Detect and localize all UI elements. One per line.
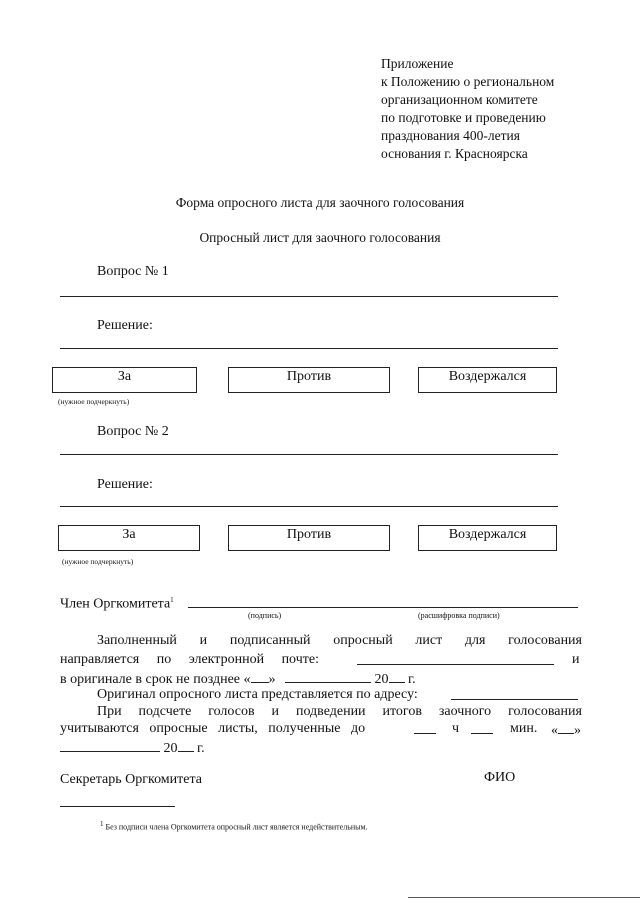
deadline-year: 20 <box>374 672 389 687</box>
word: и <box>199 633 208 648</box>
p1-line2-end: и <box>572 652 580 667</box>
footnote <box>100 820 368 832</box>
appendix-line: Приложение <box>381 56 454 71</box>
member-label-text: Член Оргкомитета <box>60 596 171 612</box>
receipt-day-field[interactable] <box>558 721 574 734</box>
word: подписанный <box>229 633 311 648</box>
p2-text: Оригинал опросного листа представляется по адресу: <box>97 687 418 702</box>
decision-2-label: Решение: <box>97 477 153 492</box>
word: итогов <box>382 704 422 719</box>
appendix-block <box>381 55 621 163</box>
word: голосования <box>508 704 582 719</box>
word: подсчете <box>138 704 192 719</box>
receipt-year-suffix: г. <box>197 741 205 756</box>
hours-unit: ч <box>452 721 460 736</box>
q1-option-for[interactable]: За <box>52 367 197 393</box>
sheet-title: Опросный лист для заочного голосования <box>199 230 441 245</box>
decision-2-line[interactable] <box>60 506 558 507</box>
quote-close: » <box>574 723 581 738</box>
footnote-text: Без подписи члена Оргкомитета опросный лист является недействительным. <box>105 822 368 832</box>
q1-hint: (нужное подчеркнуть) <box>58 397 130 406</box>
member-footnote-ref: 1 <box>170 596 174 604</box>
q1-option-abstain[interactable]: Воздержался <box>418 367 557 393</box>
word: заочного <box>438 704 492 719</box>
appendix-line: по подготовке и проведению <box>381 110 546 125</box>
word: опросный <box>333 633 393 648</box>
minutes-unit: мин. <box>510 721 538 736</box>
form-title: Форма опросного листа для заочного голосования <box>175 195 465 210</box>
deadline-year-suffix: г. <box>408 672 416 687</box>
secretary-label: Секретарь Оргкомитета <box>60 772 202 787</box>
sign-caption: (подпись) <box>248 611 282 620</box>
footnote-separator <box>60 806 175 807</box>
appendix-line: к Положению о региональном <box>381 74 555 89</box>
receipt-year-field[interactable] <box>178 739 194 752</box>
deadline-month-field[interactable] <box>285 670 371 683</box>
q1-option-against[interactable]: Против <box>228 367 390 393</box>
scan-edge-line <box>408 897 640 898</box>
secretary-fio: ФИО <box>484 770 516 785</box>
question-2-line[interactable] <box>60 454 558 455</box>
appendix-line: основания г. Красноярска <box>381 146 528 161</box>
receipt-year: 20 <box>163 741 178 756</box>
address-field[interactable] <box>451 699 578 700</box>
q2-hint: (нужное подчеркнуть) <box>62 557 134 566</box>
word: для <box>464 633 486 648</box>
p3-line1 <box>97 704 582 720</box>
p3-line2-start: учитываются опросные листы, полученные до <box>60 721 366 736</box>
hours-field[interactable] <box>414 733 436 734</box>
decision-1-line[interactable] <box>60 348 558 349</box>
appendix-line: организационном комитете <box>381 92 538 107</box>
decision-1-label: Решение: <box>97 318 153 333</box>
q2-option-for[interactable]: За <box>58 525 200 551</box>
deadline-day-field[interactable] <box>251 670 269 683</box>
email-field[interactable] <box>357 664 554 665</box>
p1-line3 <box>60 670 416 688</box>
quote-open: « <box>551 723 558 738</box>
word: Заполненный <box>97 633 177 648</box>
word: голосов <box>208 704 255 719</box>
q2-option-abstain[interactable]: Воздержался <box>418 525 557 551</box>
word: и <box>271 704 280 719</box>
deadline-year-field[interactable] <box>389 670 405 683</box>
p3-day-open <box>551 721 581 739</box>
word: подведении <box>295 704 366 719</box>
signature-line[interactable] <box>188 607 578 608</box>
question-2-label: Вопрос № 2 <box>97 424 169 439</box>
question-1-label: Вопрос № 1 <box>97 264 169 279</box>
deadline-quote: » <box>268 672 276 687</box>
appendix-line: празднования 400-летия <box>381 128 520 143</box>
q2-option-against[interactable]: Против <box>228 525 390 551</box>
word: лист <box>415 633 443 648</box>
member-label <box>60 596 174 613</box>
decode-caption: (расшифровка подписи) <box>418 611 500 620</box>
p3-line3 <box>60 739 205 757</box>
question-1-line[interactable] <box>60 296 558 297</box>
footnote-number: 1 <box>100 820 104 828</box>
p1-line2-start: направляется по электронной почте: <box>60 652 319 667</box>
word: При <box>97 704 122 719</box>
receipt-month-field[interactable] <box>60 739 160 752</box>
word: голосования <box>508 633 582 648</box>
deadline-text: в оригинале в срок не позднее « <box>60 672 251 687</box>
minutes-field[interactable] <box>471 733 493 734</box>
p1-line1 <box>97 633 582 649</box>
